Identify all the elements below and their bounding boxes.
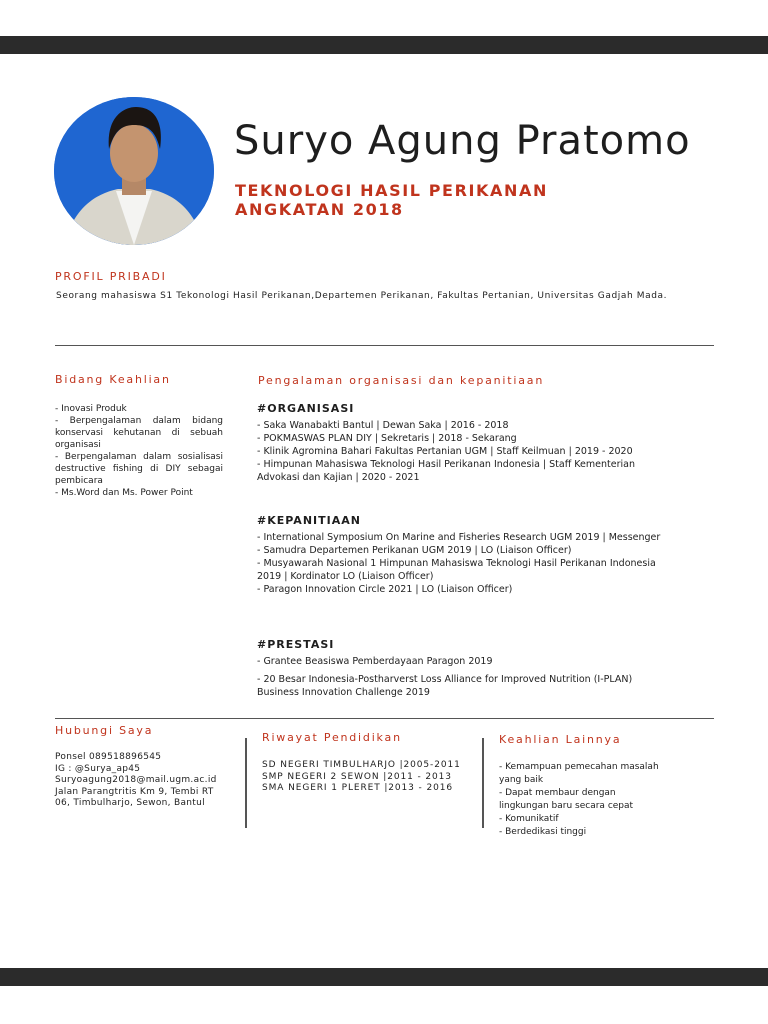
experience-heading: Pengalaman organisasi dan kepanitiaan [258,374,545,387]
contact-address: Jalan Parangtritis Km 9, Tembi RT [55,786,214,797]
divider-vertical-left [245,738,247,828]
list-item: - International Symposium On Marine and Fisheries Research UGM 2019 | Messenger [257,532,661,543]
contact-instagram: IG : @Surya_ap45 [55,763,141,774]
profile-photo [54,97,214,245]
list-item: - Berpengalaman dalam bidang konservasi kehutanan di sebuah organisasi [55,416,223,450]
major-title [235,181,548,219]
skills-heading: Bidang Keahlian [55,373,171,386]
contact-email: Suryoagung2018@mail.ugm.ac.id [55,775,217,785]
list-item: - Paragon Innovation Circle 2021 | LO (Liaison Officer) [257,584,513,595]
list-item: - Musyawarah Nasional 1 Himpunan Mahasiswa Teknologi Hasil Perikanan Indonesia 2019 | Kordinator LO (Liaison Officer) [257,558,656,582]
list-item: - Grantee Beasiswa Pemberdayaan Paragon 2019 [257,656,493,667]
education-heading: Riwayat Pendidikan [262,731,402,744]
divider-vertical-right [482,738,484,828]
organisasi-heading: #ORGANISASI [257,402,355,415]
contact-address: 06, Timbulharjo, Sewon, Bantul [55,798,205,808]
list-item: - Berdedikasi tinggi [499,827,587,837]
full-name: Suryo Agung Pratomo [234,118,691,164]
list-item: - Klinik Agromina Bahari Fakultas Pertanian UGM | Staff Keilmuan | 2019 - 2020 [257,446,633,457]
list-item: - 20 Besar Indonesia-Postharverst Loss Alliance for Improved Nutrition (I-PLAN) Business Innovation Challenge 2019 [257,674,633,698]
list-item: - Samudra Departemen Perikanan UGM 2019 | LO (Liaison Officer) [257,545,572,556]
divider-bottom [55,718,714,719]
contact-info [55,752,235,810]
list-item: - Ms.Word dan Ms. Power Point [55,488,193,498]
top-bar [0,36,768,54]
other-skills-list [499,761,679,839]
other-skills-heading: Keahlian Lainnya [499,733,622,746]
list-item: - POKMASWAS PLAN DIY | Sekretaris | 2018 - Sekarang [257,433,517,444]
list-item: SMP NEGERI 2 SEWON |2011 - 2013 [262,771,452,782]
divider-top [55,345,714,346]
list-item: SD NEGERI TIMBULHARJO |2005-2011 [262,760,461,770]
list-item: lingkungan baru secara cepat [499,801,634,811]
prestasi-list [257,655,677,699]
kepanitiaan-heading: #KEPANITIAAN [257,514,361,527]
profile-heading: PROFIL PRIBADI [55,270,167,283]
list-item: - Komunikatif [499,814,559,824]
prestasi-heading: #PRESTASI [257,638,335,651]
list-item: - Dapat membaur dengan [499,788,616,798]
contact-phone: Ponsel 089518896545 [55,752,162,762]
list-item: - Kemampuan pemecahan masalah [499,762,659,772]
list-item: - Inovasi Produk [55,404,127,414]
education-list [262,760,482,795]
bottom-bar [0,968,768,986]
batch-line: ANGKATAN 2018 [235,200,404,219]
skills-list [55,403,223,499]
list-item: - Saka Wanabakti Bantul | Dewan Saka | 2016 - 2018 [257,420,509,431]
contact-heading: Hubungi Saya [55,724,154,737]
organisasi-list [257,419,677,484]
kepanitiaan-list [257,531,677,596]
list-item: SMA NEGERI 1 PLERET |2013 - 2016 [262,783,453,793]
list-item: yang baik [499,775,544,785]
list-item: - Berpengalaman dalam sosialisasi destructive fishing di DIY sebagai pembicara [55,452,223,486]
major-line: TEKNOLOGI HASIL PERIKANAN [235,181,549,200]
list-item: - Himpunan Mahasiswa Teknologi Hasil Perikanan Indonesia | Staff Kementerian Advokasi dan Kajian | 2020 - 2021 [257,459,635,483]
profile-text: Seorang mahasiswa S1 Tekonologi Hasil Perikanan,Departemen Perikanan, Fakultas Pertanian, Universitas Gadjah Mada. [56,291,668,301]
